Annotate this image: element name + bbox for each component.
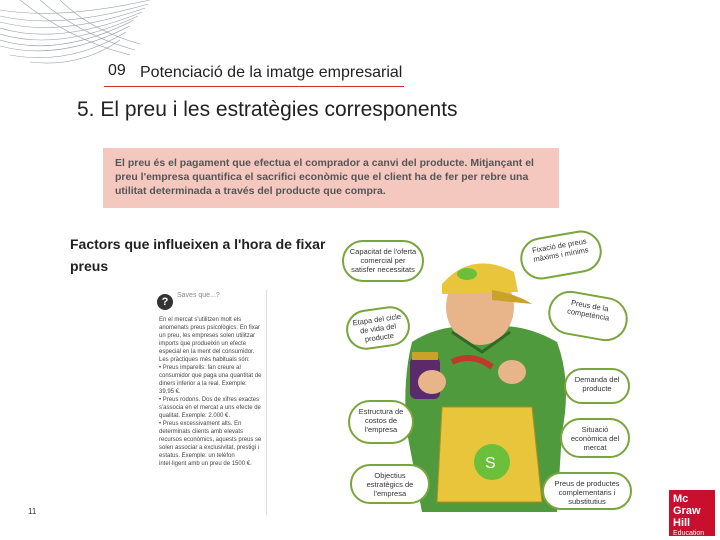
mcgraw-hill-logo: Mc Graw Hill Education bbox=[669, 490, 715, 536]
chapter-number: 09 bbox=[108, 62, 126, 79]
factor-bubble: Etapa del cicle de vida del producte bbox=[344, 304, 413, 353]
factor-bubble: Demanda del producte bbox=[564, 368, 630, 404]
price-factors-illustration bbox=[342, 232, 640, 512]
svg-text:S: S bbox=[485, 455, 496, 472]
factor-bubble: Capacitat de l'oferta comercial per satisfer necessitats bbox=[342, 240, 424, 282]
question-icon: ? bbox=[157, 294, 173, 310]
sidebar-paragraph: En el mercat s'utilitzen molt els anomenats preus psicològics. En fixar un preu, les empreses solen utilitzar imports que produeixin un efecte especial en la ment del consumidor. bbox=[159, 317, 261, 355]
sidebar-paragraph: • Preus rodons. Dos de xifres exactes s'associa en el mercat a uns efecte de qualitat. Exemple: 2.000 €. bbox=[159, 397, 261, 419]
chapter-title: Potenciació de la imatge empresarial bbox=[140, 64, 403, 81]
sidebar-paragraph: Les pràctiques més habituals són: bbox=[159, 357, 250, 363]
factor-bubble: Situació econòmica del mercat bbox=[560, 418, 630, 458]
sidebar-box bbox=[151, 290, 267, 515]
chapter-header bbox=[104, 62, 404, 87]
definition-box bbox=[103, 148, 559, 208]
decorative-swirl-graphic bbox=[0, 0, 150, 70]
sidebar-heading: Saves que...? bbox=[177, 292, 220, 299]
definition-text: El preu és el pagament que efectua el comprador a canvi del producte. Mitjançant el preu l'empresa quantifica el sacrifici econòmic que el client ha de fer per rebre una utilitat determinada a través del producte que compra. bbox=[115, 157, 534, 197]
page-number: 11 bbox=[28, 507, 37, 516]
sidebar-paragraph: • Preus excessivament alts. En determinats clients amb elevats recursos econòmics, aquests preus se solen associar a exclusivitat, prestigi i estatus. Exemple: un telèfon intel·ligent amb un preu de 1500 €. bbox=[159, 421, 262, 467]
slide-title: 5. El preu i les estratègies corresponents bbox=[77, 98, 458, 121]
factor-bubble: Estructura de costos de l'empresa bbox=[348, 400, 414, 444]
factor-bubble: Objectius estratègics de l'empresa bbox=[350, 464, 430, 504]
factor-bubble: Fixació de preus màxims i mínims bbox=[517, 227, 605, 283]
factor-bubble: Preus de productes complementaris i substitutius bbox=[542, 472, 632, 510]
factors-heading: Factors que influeixen a l'hora de fixar preus bbox=[70, 236, 326, 274]
sidebar-paragraph: • Preus imparells: fan creure al consumidor que paga una quantitat de diners inferior a la real. Exemple: 39,95 €. bbox=[159, 365, 262, 395]
sidebar-body bbox=[159, 316, 263, 468]
factor-bubble: Preus de la competència bbox=[545, 287, 631, 344]
